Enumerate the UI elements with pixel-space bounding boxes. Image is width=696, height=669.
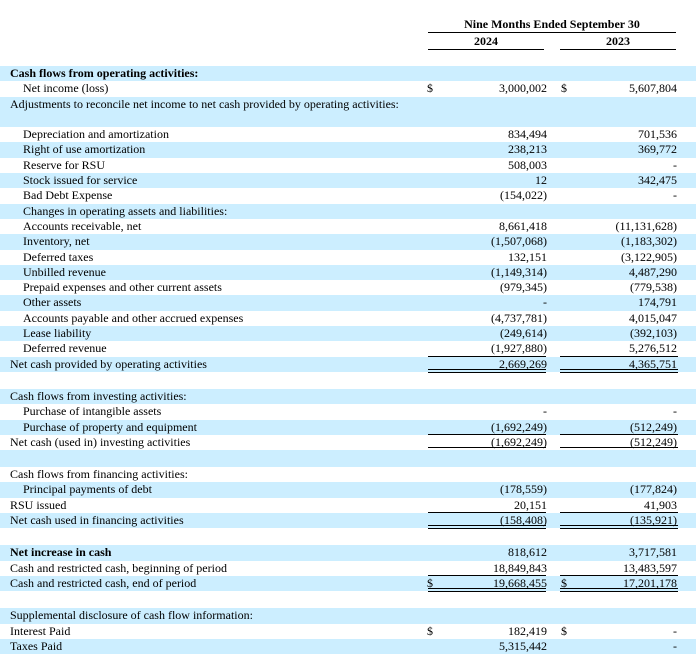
row-label: Prepaid expenses and other current assets bbox=[23, 280, 222, 295]
row-label: Cash and restricted cash, beginning of period bbox=[10, 560, 227, 575]
table-row bbox=[0, 561, 696, 576]
table-row bbox=[0, 545, 696, 560]
value-2023: 174,791 bbox=[638, 295, 677, 310]
value-2024: 508,003 bbox=[508, 157, 547, 172]
value-2023: 701,536 bbox=[638, 127, 677, 142]
row-label: Purchase of property and equipment bbox=[23, 419, 197, 434]
row-label: Deferred revenue bbox=[23, 341, 107, 356]
table-row bbox=[0, 188, 696, 203]
table-row bbox=[0, 513, 696, 528]
table-row bbox=[0, 234, 696, 249]
row-label: Adjustments to reconcile net income to net cash provided by operating activities: bbox=[10, 96, 399, 111]
table-row bbox=[0, 158, 696, 173]
row-label: Lease liability bbox=[23, 326, 92, 341]
value-2023: (392,103) bbox=[630, 326, 677, 341]
row-label: Accounts payable and other accrued expenses bbox=[23, 310, 244, 325]
value-2024: (154,022) bbox=[500, 188, 547, 203]
spacer-row bbox=[0, 372, 696, 389]
value-2024: 2,669,269 bbox=[499, 356, 547, 371]
value-2023: 13,483,597 bbox=[623, 560, 677, 575]
table-row bbox=[0, 435, 696, 450]
value-2024: 19,668,455 bbox=[493, 575, 547, 590]
row-label: Cash flows from investing activities: bbox=[10, 388, 187, 403]
value-2023: (1,183,302) bbox=[621, 234, 677, 249]
row-label: Deferred taxes bbox=[23, 249, 94, 264]
row-label: Stock issued for service bbox=[23, 173, 138, 188]
value-2023: - bbox=[673, 404, 677, 419]
value-2023: 342,475 bbox=[638, 173, 677, 188]
table-row bbox=[0, 295, 696, 310]
table-row bbox=[0, 265, 696, 280]
value-2023: 4,487,290 bbox=[629, 264, 677, 279]
table-row bbox=[0, 420, 696, 435]
value-2023: 41,903 bbox=[644, 497, 677, 512]
table-row bbox=[0, 341, 696, 356]
currency-symbol-2023: $ bbox=[561, 575, 567, 590]
currency-symbol-2023: $ bbox=[561, 623, 567, 638]
value-2024: 238,213 bbox=[508, 142, 547, 157]
row-label: Cash flows from operating activities: bbox=[10, 66, 199, 80]
value-2023: 369,772 bbox=[638, 142, 677, 157]
row-label: Inventory, net bbox=[23, 234, 90, 249]
row-label: Supplemental disclosure of cash flow information: bbox=[10, 608, 253, 623]
table-row bbox=[0, 219, 696, 234]
value-2023: 4,015,047 bbox=[629, 310, 677, 325]
value-2024: (1,149,314) bbox=[491, 264, 547, 279]
row-label: Interest Paid bbox=[10, 623, 71, 638]
value-2024: (4,737,781) bbox=[491, 310, 547, 325]
table-row bbox=[0, 97, 696, 128]
row-label: Net cash provided by operating activities bbox=[10, 356, 207, 371]
value-2024: (249,614) bbox=[500, 326, 547, 341]
value-2023: - bbox=[673, 638, 677, 653]
value-2024: 818,612 bbox=[508, 545, 547, 560]
row-label: Taxes Paid bbox=[10, 638, 63, 653]
table-row bbox=[0, 326, 696, 341]
table-row bbox=[0, 576, 696, 591]
value-2024: (158,408) bbox=[500, 513, 547, 528]
value-2024: 20,151 bbox=[514, 497, 547, 512]
value-2023: (779,538) bbox=[630, 280, 677, 295]
row-label: RSU issued bbox=[10, 497, 67, 512]
value-2023: (512,249) bbox=[630, 434, 677, 449]
value-2024: 3,000,002 bbox=[499, 81, 547, 96]
period-heading: Nine Months Ended September 30 bbox=[428, 17, 676, 33]
spacer-row bbox=[0, 591, 696, 608]
value-2023: (512,249) bbox=[630, 419, 677, 434]
row-label: Net cash (used in) investing activities bbox=[10, 434, 191, 449]
row-label: Unbilled revenue bbox=[23, 264, 106, 279]
table-row bbox=[0, 280, 696, 295]
value-2023: - bbox=[673, 157, 677, 172]
value-2024: 834,494 bbox=[508, 127, 547, 142]
value-2024: 182,419 bbox=[508, 623, 547, 638]
row-label: Purchase of intangible assets bbox=[23, 404, 162, 419]
value-2023: (3,122,905) bbox=[621, 249, 677, 264]
value-2024: (178,559) bbox=[500, 482, 547, 497]
table-row bbox=[0, 311, 696, 326]
value-2024: (979,345) bbox=[500, 280, 547, 295]
table-row bbox=[0, 204, 696, 219]
table-row bbox=[0, 467, 696, 482]
table-row bbox=[0, 389, 696, 404]
value-2024: 8,661,418 bbox=[499, 218, 547, 233]
table-row bbox=[0, 624, 696, 639]
table-row bbox=[0, 357, 696, 372]
row-label: Net income (loss) bbox=[23, 81, 109, 96]
currency-symbol-2024: $ bbox=[427, 575, 433, 590]
value-2024: 12 bbox=[535, 173, 547, 188]
row-label: Net cash used in financing activities bbox=[10, 513, 184, 528]
value-2023: - bbox=[673, 623, 677, 638]
table-row bbox=[0, 127, 696, 142]
currency-symbol-2024: $ bbox=[427, 81, 433, 96]
cash-flow-table bbox=[0, 66, 696, 654]
value-2023: 4,365,751 bbox=[629, 356, 677, 371]
table-row bbox=[0, 81, 696, 96]
row-label: Bad Debt Expense bbox=[23, 188, 113, 203]
table-row bbox=[0, 142, 696, 157]
table-header bbox=[0, 0, 696, 66]
spacer-row bbox=[0, 450, 696, 467]
value-2024: 132,151 bbox=[508, 249, 547, 264]
value-2024: (1,692,249) bbox=[491, 419, 547, 434]
table-row bbox=[0, 404, 696, 419]
value-2023: 17,201,178 bbox=[623, 575, 677, 590]
value-2023: - bbox=[673, 188, 677, 203]
table-row bbox=[0, 498, 696, 513]
year-2024-heading: 2024 bbox=[428, 34, 544, 50]
currency-symbol-2024: $ bbox=[427, 623, 433, 638]
value-2024: - bbox=[543, 404, 547, 419]
currency-symbol-2023: $ bbox=[561, 81, 567, 96]
value-2024: (1,507,068) bbox=[491, 234, 547, 249]
table-row bbox=[0, 250, 696, 265]
row-label: Accounts receivable, net bbox=[23, 218, 142, 233]
spacer-row bbox=[0, 528, 696, 545]
value-2023: 5,276,512 bbox=[629, 341, 677, 356]
row-label: Changes in operating assets and liabilities: bbox=[23, 203, 228, 218]
value-2024: (1,692,249) bbox=[491, 434, 547, 449]
row-label: Other assets bbox=[23, 295, 82, 310]
row-label: Principal payments of debt bbox=[23, 482, 152, 497]
value-2024: (1,927,880) bbox=[491, 341, 547, 356]
value-2024: - bbox=[543, 295, 547, 310]
value-2023: (11,131,628) bbox=[615, 218, 677, 233]
row-label: Depreciation and amortization bbox=[23, 127, 169, 142]
value-2024: 5,315,442 bbox=[499, 638, 547, 653]
table-row bbox=[0, 639, 696, 654]
value-2023: (177,824) bbox=[630, 482, 677, 497]
row-label: Net increase in cash bbox=[10, 545, 112, 560]
value-2023: 5,607,804 bbox=[629, 81, 677, 96]
value-2023: 3,717,581 bbox=[629, 545, 677, 560]
table-row bbox=[0, 482, 696, 497]
table-row bbox=[0, 66, 696, 81]
row-label: Cash and restricted cash, end of period bbox=[10, 575, 197, 590]
value-2024: 18,849,843 bbox=[493, 560, 547, 575]
table-row bbox=[0, 173, 696, 188]
row-label: Reserve for RSU bbox=[23, 157, 105, 172]
row-label: Cash flows from financing activities: bbox=[10, 467, 188, 482]
value-2023: (135,921) bbox=[630, 513, 677, 528]
year-2023-heading: 2023 bbox=[560, 34, 676, 50]
table-row bbox=[0, 608, 696, 623]
row-label: Right of use amortization bbox=[23, 142, 146, 157]
